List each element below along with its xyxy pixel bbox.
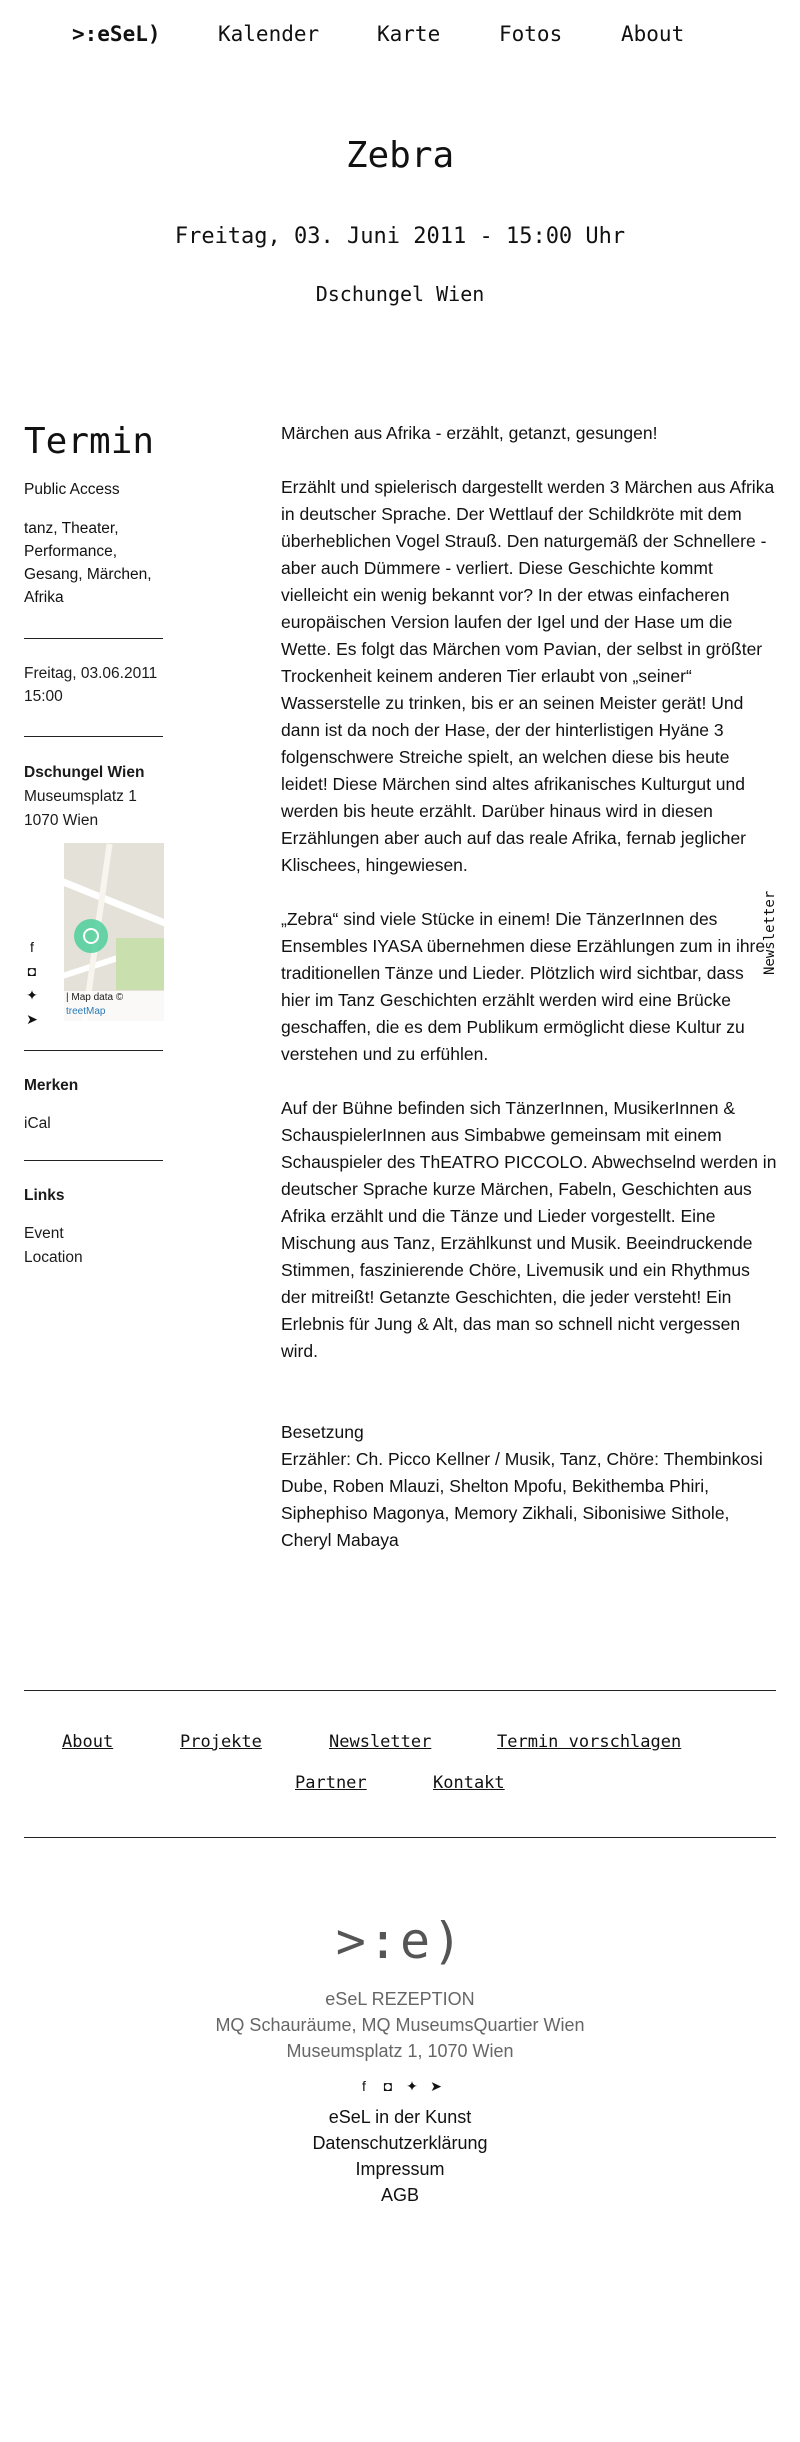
nav-item-about[interactable]: About — [621, 22, 685, 46]
footer-link-partner[interactable]: Partner — [295, 1773, 367, 1793]
links-heading: Links — [24, 1187, 65, 1204]
sidebar-divider — [24, 1050, 163, 1051]
event-link[interactable]: Event — [24, 1225, 64, 1242]
description-paragraph: Auf der Bühne befinden sich TänzerInnen, MusikerInnen & SchauspielerInnen aus Simbabwe gemeinsam mit einem Schauspieler des ThEATRO PICCOLO. Abwechselnd werden in deutscher Sprache kurze Märchen, Fabeln, Geschichten aus Afrika erzählt und die Tänze und Lieder vorgestellt. Eine Mischung aus Tanz, Erzählkunst und Musik. Beeindruckende Stimmen, faszinierende Chöre, Livemusik und ein Rhythmus der mitreißt! Getanzte Geschichten, die jeder versteht! Ein Erlebnis für Jung & Alt, das man so schnell nicht vergessen wird. — [281, 1098, 777, 1361]
facebook-icon[interactable]: f — [362, 2078, 366, 2094]
footer-org: eSeL REZEPTION — [325, 1989, 475, 2009]
sidebar-divider — [24, 1160, 163, 1161]
footer-divider — [24, 1690, 776, 1691]
footer-link-esel-kunst[interactable]: eSeL in der Kunst — [328, 2107, 472, 2127]
footer-link-impressum[interactable]: Impressum — [355, 2159, 445, 2179]
twitter-icon[interactable]: ✦ — [26, 987, 38, 1003]
footer-link-datenschutz[interactable]: Datenschutzerklärung — [312, 2133, 488, 2153]
telegram-icon[interactable]: ➤ — [26, 1011, 38, 1027]
sidebar-location-block — [24, 761, 174, 833]
newsletter-tab[interactable]: Newsletter — [762, 890, 778, 975]
sidebar — [24, 420, 164, 609]
telegram-icon[interactable]: ➤ — [430, 2078, 442, 2094]
footer-link-termin-vorschlagen[interactable]: Termin vorschlagen — [497, 1732, 682, 1752]
sidebar-divider — [24, 736, 163, 737]
links-block — [24, 1184, 174, 1270]
description-paragraph: „Zebra“ sind viele Stücke in einem! Die TänzerInnen des Ensembles IYASA übernehmen diese Erzählungen zum in ihre traditionellen Tänze und Lieder. Plötzlich wird sichtbar, dass hier im Tanz Geschichten erzählt werden wird eine Brücke geschaffen, die es dem Publikum ermöglicht diese Kultur zu verstehen und zu erfühlen. — [281, 909, 766, 1064]
footer-divider — [24, 1837, 776, 1838]
merken-heading: Merken — [24, 1077, 79, 1094]
sidebar-date: Freitag, 03.06.2011 — [24, 665, 158, 682]
twitter-icon[interactable]: ✦ — [406, 2078, 418, 2094]
event-venue: Dschungel Wien — [315, 282, 485, 306]
footer-link-projekte[interactable]: Projekte — [180, 1732, 262, 1752]
instagram-icon[interactable]: ◘ — [27, 963, 37, 979]
location-city: 1070 Wien — [24, 812, 99, 829]
cast-list: Erzähler: Ch. Picco Kellner / Musik, Tanz, Chöre: Thembinkosi Dube, Roben Mlauzi, Shelton Mpofu, Bekithemba Phiri, Siphephiso Magonya, Memory Zikhali, Sibonisiwe Sithole, Cheryl Mabaya — [281, 1449, 763, 1550]
footer-social-icons — [0, 2078, 800, 2095]
instagram-icon[interactable]: ◘ — [383, 2078, 393, 2094]
footer-link-newsletter[interactable]: Newsletter — [329, 1732, 432, 1752]
nav-item-fotos[interactable]: Fotos — [499, 22, 563, 46]
top-nav — [0, 22, 800, 52]
ical-link[interactable]: iCal — [24, 1115, 51, 1132]
cast-heading: Besetzung — [281, 1422, 364, 1442]
location-link[interactable]: Location — [24, 1249, 83, 1266]
sidebar-time: 15:00 — [24, 688, 63, 705]
location-map[interactable] — [64, 843, 164, 1021]
footer-link-about[interactable]: About — [62, 1732, 114, 1752]
footer-address: Museumsplatz 1, 1070 Wien — [286, 2041, 514, 2061]
footer-link-agb[interactable]: AGB — [380, 2185, 419, 2205]
event-description — [281, 420, 777, 1581]
logo-link[interactable]: >:eSeL) — [72, 22, 161, 46]
footer-venue-line: MQ Schauräume, MQ MuseumsQuartier Wien — [215, 2015, 585, 2035]
share-icons — [24, 935, 40, 1031]
map-attribution: | Map data © treetMap — [64, 991, 164, 1021]
tag-list[interactable]: tanz, Theater, Performance, Gesang, Märchen, Afrika — [24, 520, 152, 606]
footer-logo[interactable]: >:e) — [335, 1912, 465, 1970]
location-street: Museumsplatz 1 — [24, 788, 137, 805]
event-datetime: Freitag, 03. Juni 2011 - 15:00 Uhr — [174, 224, 626, 249]
sidebar-heading: Termin — [24, 421, 155, 462]
description-paragraph: Erzählt und spielerisch dargestellt werden 3 Märchen aus Afrika in deutscher Sprache. Der Wettlauf der Schildkröte mit dem überheblichen Vogel Strauß. Den naturgemäß der Schnellere - aber auch Dümmere - verliert. Diese Geschichte kommt vielleicht ein wenig bekannt vor? In der etwas einfacheren europäischen Version laufen der Igel und der Hase um die Wette. Es folgt das Märchen vom Pavian, der selbst in größter Trockenheit keinem anderen Tier erlaubt von „seiner“ Wasserstelle zu trinken, bis er an seinen Meister gerät! Und dann ist da noch der Hase, der der hinterlistigen Hyäne 3 folgenschwere Streiche spielt, an welchen diese bis heute leidet! Diese Märchen sind altes afrikanisches Kulturgut und werden bis heute erzählt. Darüber hinaus wird in diesen Erzählungen aber auch auf das reale Afrika, fernab jeglicher Klischees, hingewiesen. — [281, 477, 775, 875]
access-label: Public Access — [24, 481, 120, 498]
sidebar-date-block — [24, 662, 174, 708]
map-attribution-link[interactable]: treetMap — [66, 1006, 106, 1017]
sidebar-divider — [24, 638, 163, 639]
facebook-icon[interactable]: f — [30, 939, 34, 955]
nav-item-kalender[interactable]: Kalender — [218, 22, 320, 46]
lead-paragraph: Märchen aus Afrika - erzählt, getanzt, gesungen! — [281, 423, 658, 443]
location-name[interactable]: Dschungel Wien — [24, 764, 145, 781]
event-title: Zebra — [345, 135, 455, 176]
nav-item-karte[interactable]: Karte — [377, 22, 441, 46]
footer-link-kontakt[interactable]: Kontakt — [433, 1773, 505, 1793]
merken-block — [24, 1074, 174, 1136]
